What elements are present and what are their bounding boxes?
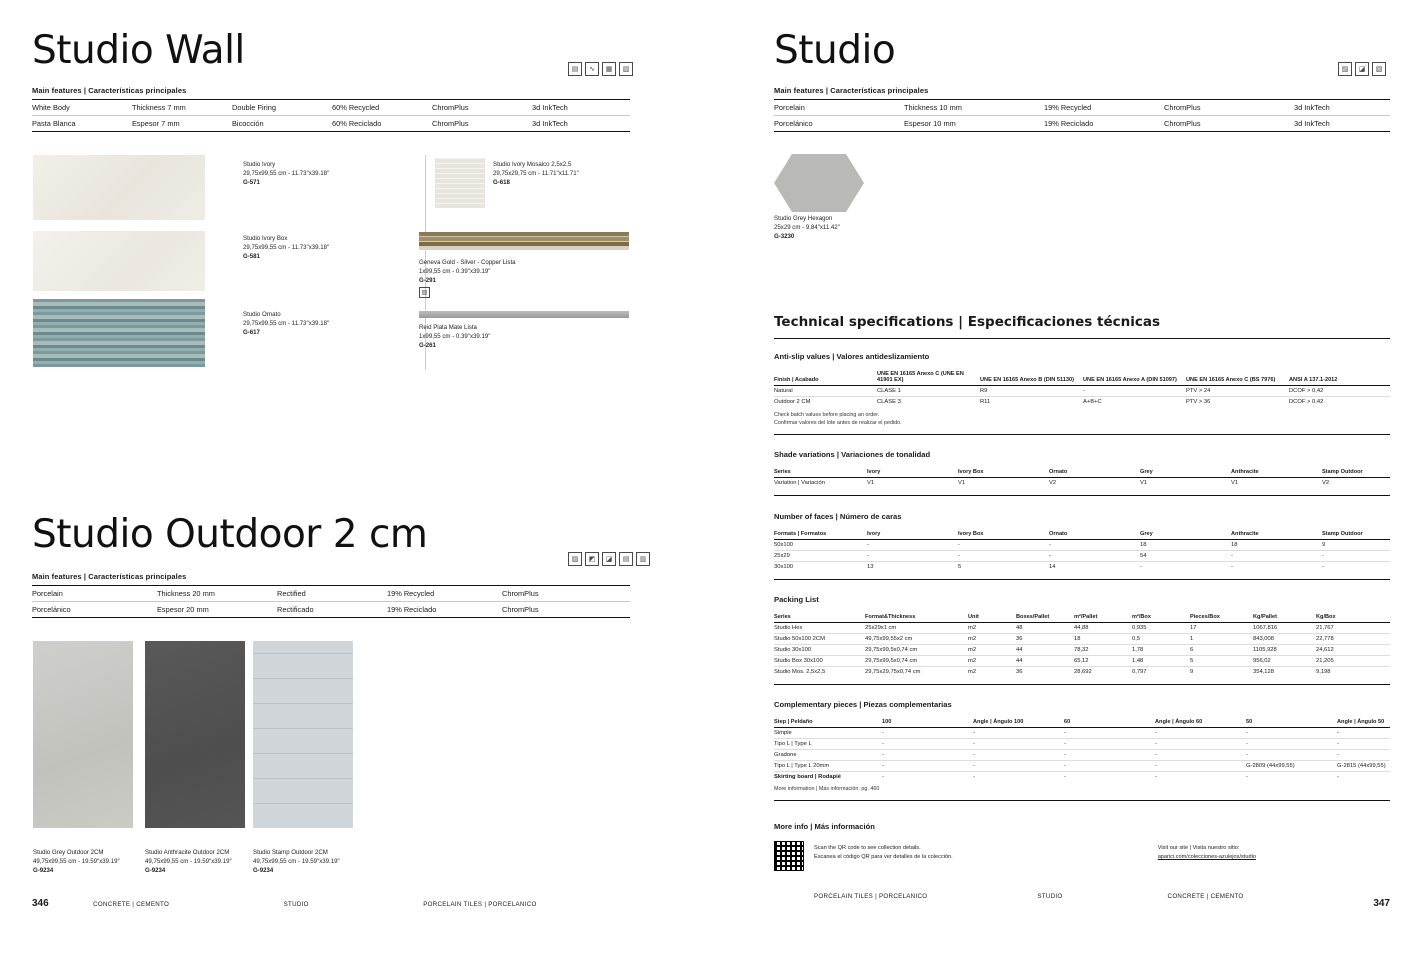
footer-material-right: PORCELAIN TILES | PORCELANICO [814, 893, 928, 900]
swatch-studio-grey-hexagon [774, 152, 894, 214]
more-info-en: Scan the QR code to see collection details. [814, 845, 921, 851]
table-row: Studio Box 30x100 29,75x99,5x0,74 cm m2 44 65,12 1,48 5 956,02 21,205 [774, 656, 1390, 667]
visit-site-label: Visit our site | Visita nuestro sitio: [1157, 845, 1240, 851]
main-features-label-studio: Main features | Características principales [774, 86, 929, 95]
caption-studio-ivory-box: Studio Ivory Box 29,75x99,55 cm - 11.73"x39.18" G-581 [243, 235, 330, 260]
footer-series-left: STUDIO [283, 901, 309, 908]
table-header-row: Formats | Formatos Ivory Ivory Box Ornato Grey Anthracite Stamp Outdoor [774, 529, 1390, 540]
table-row: Studio 30x100 29,75x99,5x0,74 cm m2 44 78,32 1,78 6 1105,928 24,612 [774, 645, 1390, 656]
table-row: Natural CLASE 1 R9 - PTV > 24 DCOF > 0,42 [774, 386, 1390, 397]
table-header-row: Step | Peldaño 100 Angle | Ángulo 100 60 Angle | Ángulo 60 50 Angle | Ángulo 50 [774, 717, 1390, 728]
table-row: 25x29 - - - 54 - - [774, 551, 1390, 562]
technical-specifications [774, 314, 1390, 339]
table-row: Studio 50x100 2CM 49,75x99,55x2 cm m2 36 18 0,5 1 843,008 22,778 [774, 634, 1390, 645]
swatch-studio-ornato [33, 299, 205, 367]
table-row: White Body Thickness 7 mm Double Firing 60% Recycled ChromPlus 3d InkTech [32, 100, 630, 116]
main-features-label-outdoor: Main features | Características principales [32, 572, 187, 581]
wave-icon: ∿ [585, 62, 599, 76]
table-row: 30x100 13 5 14 - - - [774, 564, 1324, 570]
more-info-es: Escanea el código QR para ver detalles de la colección. [814, 853, 953, 860]
packing-table [774, 612, 1390, 677]
shade-table [774, 467, 1390, 488]
table-row: Studio Hex 25x29x1 cm m2 48 44,88 0,935 17 1067,816 21,767 [774, 623, 1390, 634]
caption-studio-grey-outdoor: Studio Grey Outdoor 2CM 49,75x99,55 cm - 19.59"x39.19" G-9234 [33, 849, 120, 874]
caption-studio-ivory: Studio Ivory 29,75x99,55 cm - 11.73"x39.18" G-571 [243, 161, 330, 186]
page-title-studio-outdoor: Studio Outdoor 2 cm [32, 512, 428, 557]
listello-icon: ▨ [419, 287, 430, 298]
faces-label: Number of faces | Número de caras [774, 512, 902, 521]
table-row: Gradone - - - - - - [774, 750, 1390, 761]
more-info-label: More info | Más información [774, 822, 875, 831]
swatch-geneva-lista [419, 232, 629, 250]
caption-studio-grey-hexagon: Studio Grey Hexagon 25x29 cm - 9.84"x11.42" G-3230 [774, 215, 840, 240]
tile-icon: ▧ [619, 62, 633, 76]
feature-icons-studio [1338, 62, 1386, 76]
outdoor-icon: ◪ [1355, 62, 1369, 76]
pallet-icon: ▥ [636, 552, 650, 566]
hexagon-icon [774, 152, 894, 214]
complementary-section [774, 700, 1390, 801]
features-table-outdoor [32, 586, 630, 618]
page-title-studio-wall: Studio Wall [32, 28, 245, 73]
footer-material-left: PORCELAIN TILES | PORCELANICO [423, 901, 537, 908]
feature-icons-wall [568, 62, 633, 76]
antislip-label: Anti-slip values | Valores antideslizamiento [774, 352, 930, 361]
packing-section [774, 595, 1390, 685]
page-footer-left [32, 893, 632, 911]
faces-section [774, 512, 1390, 580]
faces-table [774, 529, 1390, 572]
packing-label: Packing List [774, 595, 819, 604]
features-table-studio [774, 100, 1390, 132]
page-title-studio: Studio [774, 28, 896, 73]
swatch-studio-ivory [33, 155, 205, 220]
caption-studio-anthracite-outdoor: Studio Anthracite Outdoor 2CM 49,75x99,55 cm - 19.59"x39.19" G-9234 [145, 849, 232, 874]
inktech-icon: ▧ [1372, 62, 1386, 76]
table-row: Pasta Blanca Espesor 7 mm Bicocción 60% Reciclado ChromPlus 3d InkTech [32, 116, 630, 132]
swatch-studio-grey-outdoor [33, 641, 133, 828]
outdoor-icon: ◪ [602, 552, 616, 566]
caption-studio-ivory-mosaico: Studio Ivory Mosaico 2,5x2,5 29,75x29,75 cm - 11.71"x11.71" G-618 [493, 161, 579, 186]
main-features-studio [774, 86, 1390, 132]
tech-spec-title: Technical specifications | Especificaciones técnicas [774, 314, 1161, 330]
inktech-icon: ▤ [568, 62, 582, 76]
caption-studio-stamp-outdoor: Studio Stamp Outdoor 2CM 49,75x99,55 cm - 19.59"x39.19" G-9234 [253, 849, 340, 874]
swatch-studio-ivory-mosaico [435, 158, 485, 208]
antislip-note-en: Check batch values before placing an order. [774, 412, 880, 418]
features-table-wall [32, 100, 630, 132]
table-row: Tipo L | Type L 20mm - - - - G-2809 (44x99,55) G-2815 (44x99,55) [774, 761, 1390, 772]
page-footer-right [774, 893, 1390, 911]
collection-url[interactable]: aparici.com/colecciones-azulejos/studio [1157, 853, 1256, 860]
caption-studio-ornato: Studio Ornato 29,75x99,55 cm - 11.73"x39.18" G-617 [243, 311, 330, 336]
table-row: Tipo L | Type L - - - - - - [774, 739, 1390, 750]
antislip-table [774, 369, 1390, 407]
swatch-studio-stamp-outdoor [253, 641, 353, 828]
rectified-icon: ◩ [585, 552, 599, 566]
swatch-studio-ivory-box [33, 231, 205, 291]
table-row: Outdoor 2 CM CLASE 3 R11 A+B+C PTV > 36 DCOF > 0,42 [774, 399, 1324, 405]
footer-series-right: STUDIO [1037, 893, 1063, 900]
more-info-section [774, 822, 1390, 871]
table-row: Porcelánico Espesor 20 mm Rectificado 19% Reciclado ChromPlus [32, 602, 630, 618]
qr-code[interactable] [774, 841, 804, 871]
complementary-label: Complementary pieces | Piezas complementarias [774, 700, 952, 709]
table-row: Porcelain Thickness 10 mm 19% Recycled ChromPlus 3d InkTech [774, 100, 1390, 116]
porcelain-icon: ▨ [1338, 62, 1352, 76]
table-row: Studio Mos. 2,5x2,5 29,75x29,75x0,74 cm m2 36 28,692 0,797 9 354,128 9,198 [774, 669, 1331, 675]
swatch-reid-plata-lista [419, 311, 629, 318]
antislip-icon: ▨ [568, 552, 582, 566]
footer-collection-left: CONCRETE | CEMENTO [93, 901, 170, 908]
main-features-label: Main features | Características principales [32, 86, 187, 95]
main-features-wall [32, 86, 630, 132]
table-row: 50x100 - - - 18 18 9 [774, 540, 1390, 551]
shade-section [774, 450, 1390, 496]
grid-icon: ▦ [602, 62, 616, 76]
table-header-row: Series Ivory Ivory Box Ornato Grey Anthracite Stamp Outdoor [774, 467, 1390, 478]
table-row: Porcelain Thickness 20 mm Rectified 19% Recycled ChromPlus [32, 586, 630, 602]
swatch-studio-anthracite-outdoor [145, 641, 245, 828]
caption-geneva-lista: Geneva Gold - Silver - Copper Lista 1x99,55 cm - 0.39"x39.19" G-291 ▨ [419, 259, 619, 298]
page-right [710, 0, 1420, 968]
antislip-note-es: Confirmar valores del lote antes de realizar el pedido. [774, 420, 902, 427]
page-number-left: 346 [32, 898, 49, 909]
antislip-section [774, 352, 1390, 435]
footer-collection-right: CONCRETE | CEMENTO [1167, 893, 1244, 900]
caption-reid-plata-lista: Reid Plata Mate Lista 1x99,55 cm - 0.39"x39.19" G-261 [419, 324, 491, 349]
table-header-row: Series Format&Thickness Unit Boxes/Pallet m²/Pallet m²/Box Pieces/Box Kg/Pallet Kg/Box [774, 612, 1390, 623]
table-row: Variation | Variación V1 V1 V2 V1 V1 V2 [774, 480, 1330, 486]
thickness-icon: ▤ [619, 552, 633, 566]
page-number-right: 347 [1373, 898, 1390, 909]
main-features-outdoor [32, 572, 630, 618]
table-header-row: Finish | Acabado UNE EN 16165 Anexo C (UNE EN 41901 EX) UNE EN 16165 Anexo B (DIN 51130) UNE EN 16165 Anexo A (DIN 51097) UNE EN 16165 Anexo C (BS 7976) ANSI A 137.1-2012 [774, 369, 1390, 386]
complementary-note: More information | Más información: pg. 460 [774, 786, 880, 792]
shade-label: Shade variations | Variaciones de tonalidad [774, 450, 931, 459]
table-row: Simple - - - - - - [774, 728, 1390, 739]
table-row: Porcelánico Espesor 10 mm 19% Reciclado ChromPlus 3d InkTech [774, 116, 1390, 132]
table-row: Skirting board | Rodapié - - - - - - [774, 774, 1339, 780]
complementary-table [774, 717, 1390, 782]
feature-icons-outdoor [568, 552, 650, 566]
